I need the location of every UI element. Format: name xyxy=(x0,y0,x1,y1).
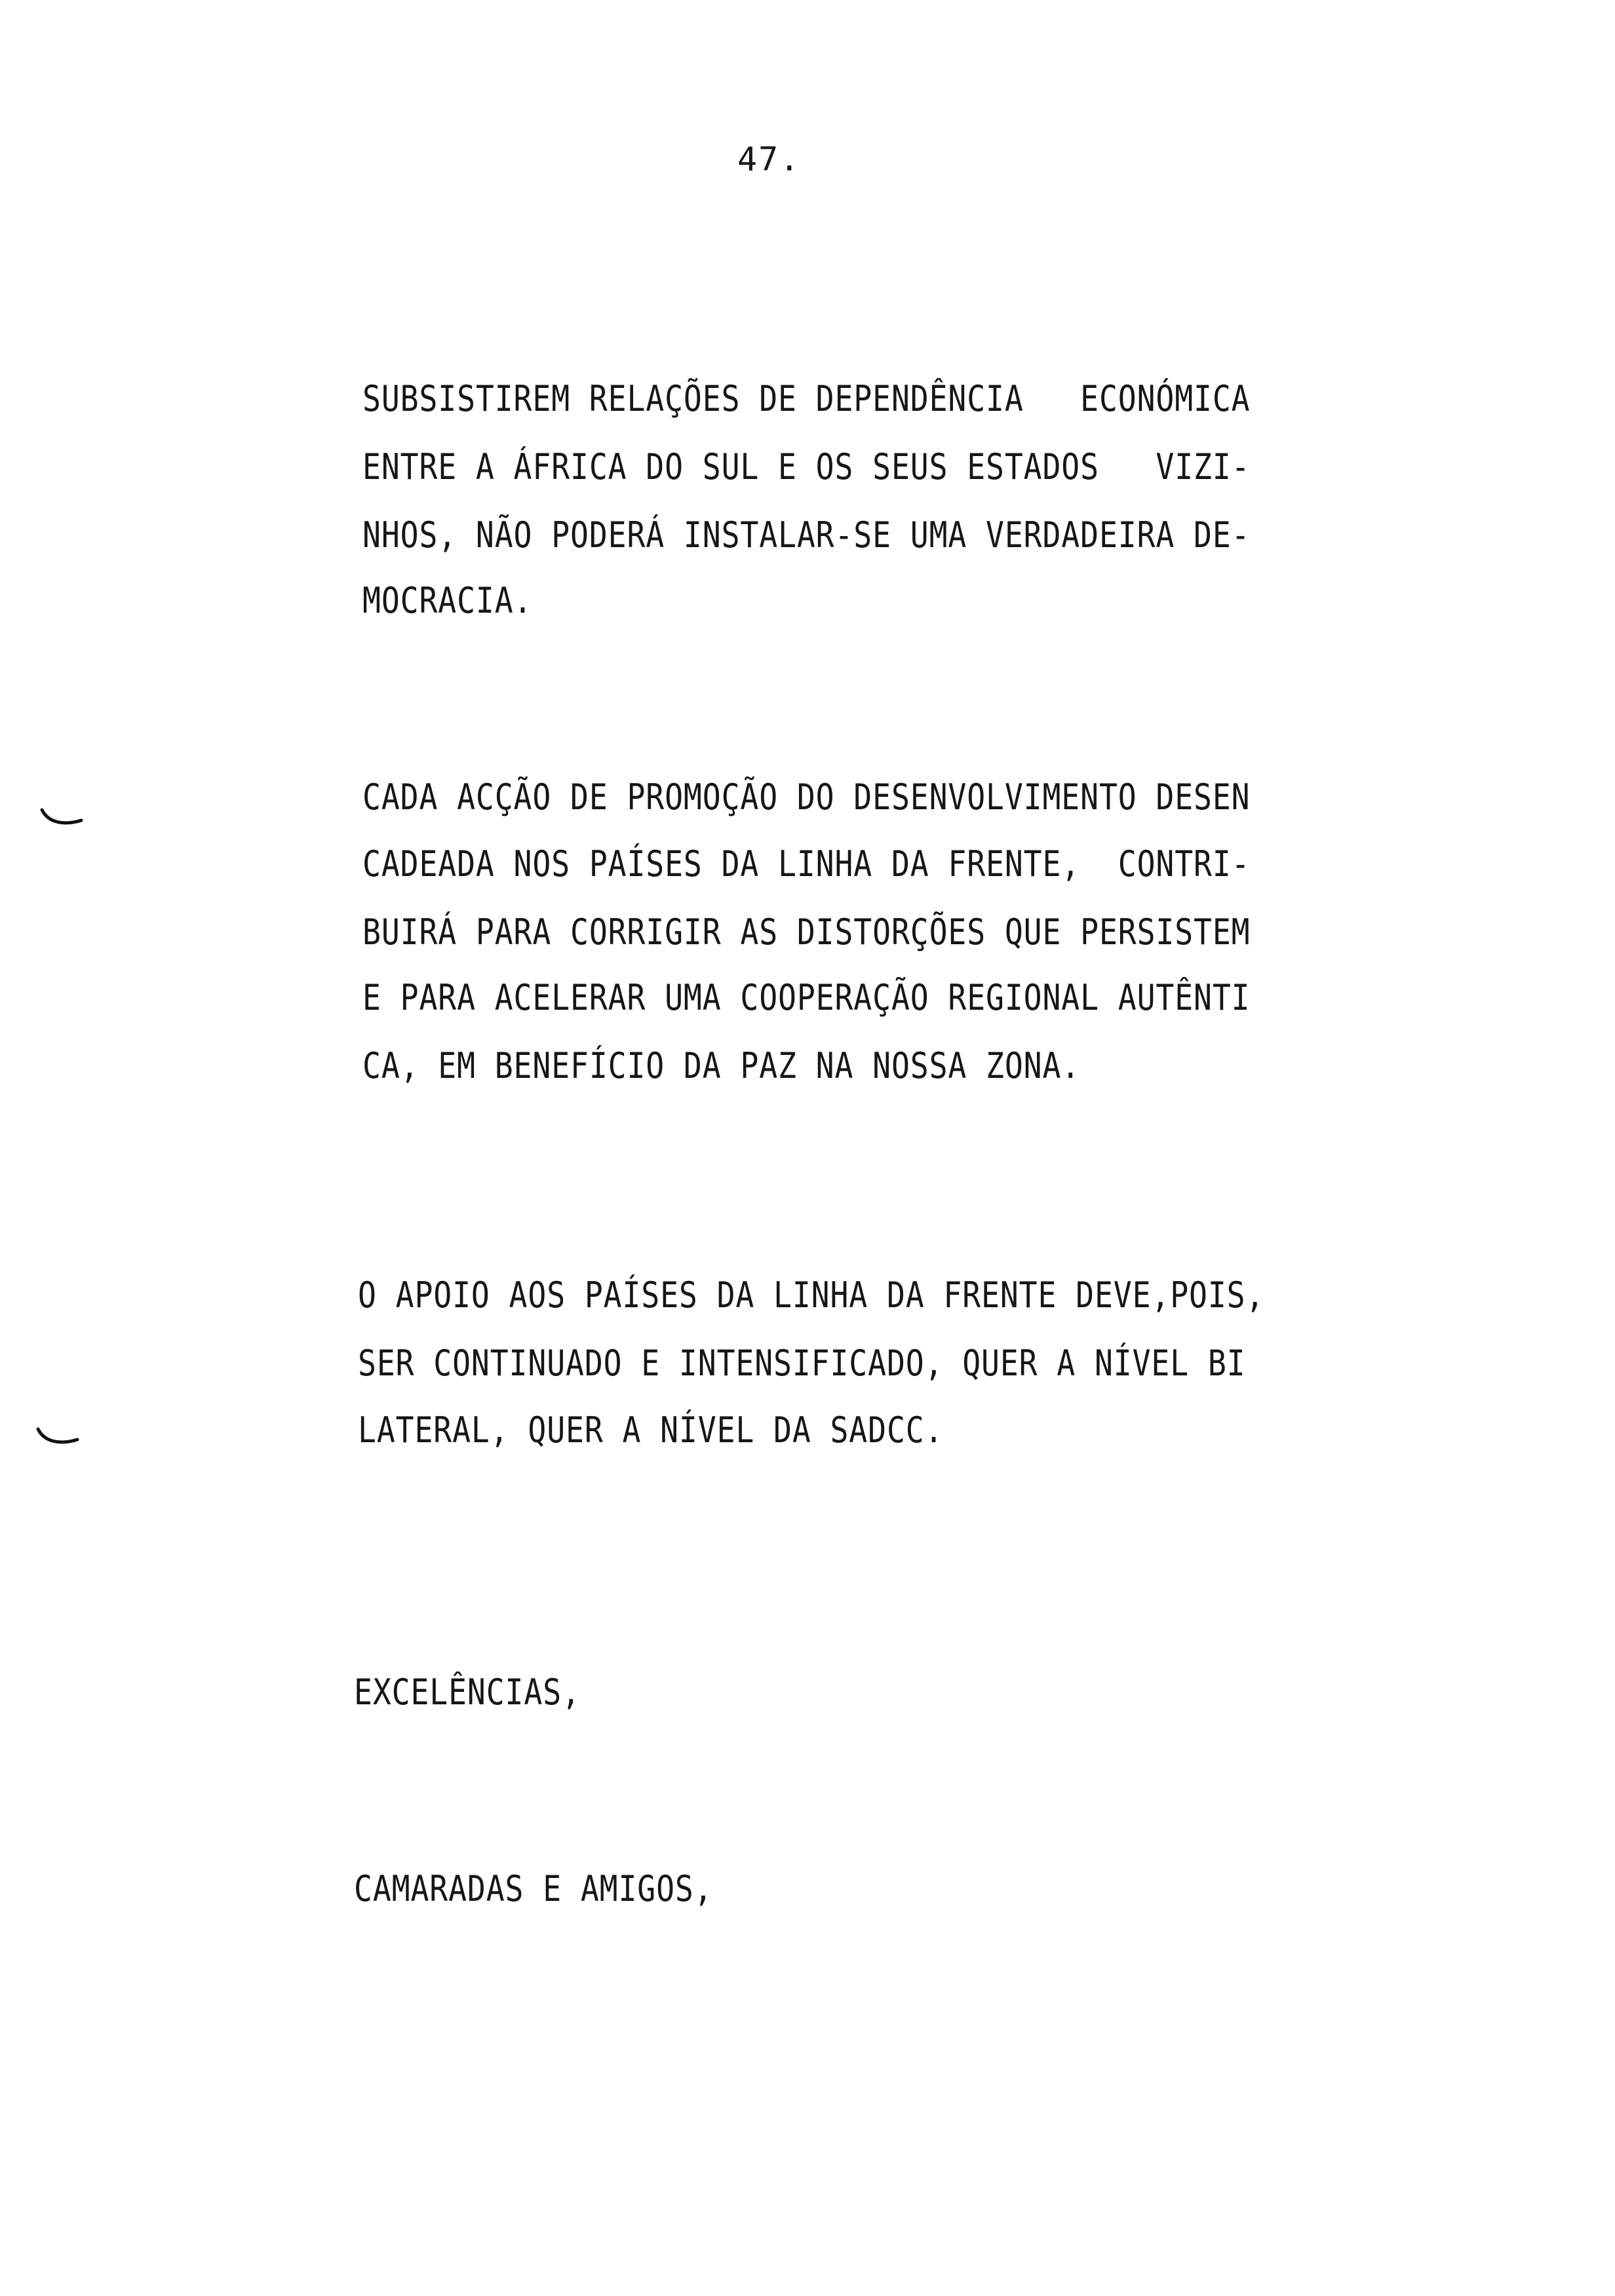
paragraph-2-line-1: CADA ACÇÃO DE PROMOÇÃO DO DESENVOLVIMENTO DESEN xyxy=(362,776,1251,818)
paragraph-1-line-3: NHOS, NÃO PODERÁ INSTALAR-SE UMA VERDADEIRA DE- xyxy=(362,514,1251,556)
salutation-excellencies: EXCELÊNCIAS, xyxy=(354,1672,581,1713)
paragraph-2-line-3: BUIRÁ PARA CORRIGIR AS DISTORÇÕES QUE PERSISTEM xyxy=(362,911,1251,953)
page-number: 47. xyxy=(737,140,801,178)
paragraph-2-line-5: CA, EM BENEFÍCIO DA PAZ NA NOSSA ZONA. xyxy=(362,1045,1081,1086)
salutation-comrades: CAMARADAS E AMIGOS, xyxy=(354,1868,713,1909)
paragraph-2-line-4: E PARA ACELERAR UMA COOPERAÇÃO REGIONAL AUTÊNTI xyxy=(362,977,1251,1018)
paragraph-2-line-2: CADEADA NOS PAÍSES DA LINHA DA FRENTE, CONTRI- xyxy=(362,843,1251,885)
paragraph-1-line-4: MOCRACIA. xyxy=(362,580,533,621)
paragraph-1-line-2: ENTRE A ÁFRICA DO SUL E OS SEUS ESTADOS VIZI- xyxy=(362,446,1251,488)
paragraph-3-line-1: O APOIO AOS PAÍSES DA LINHA DA FRENTE DEVE,POIS, xyxy=(358,1274,1265,1316)
paragraph-3-line-3: LATERAL, QUER A NÍVEL DA SADCC. xyxy=(358,1409,944,1451)
margin-check-mark-2 xyxy=(35,1425,81,1451)
paragraph-1-line-1: SUBSISTIREM RELAÇÕES DE DEPENDÊNCIA ECONÓMICA xyxy=(362,378,1251,419)
margin-check-mark-1 xyxy=(39,806,85,832)
paragraph-3-line-2: SER CONTINUADO E INTENSIFICADO, QUER A NÍVEL BI xyxy=(358,1343,1246,1384)
